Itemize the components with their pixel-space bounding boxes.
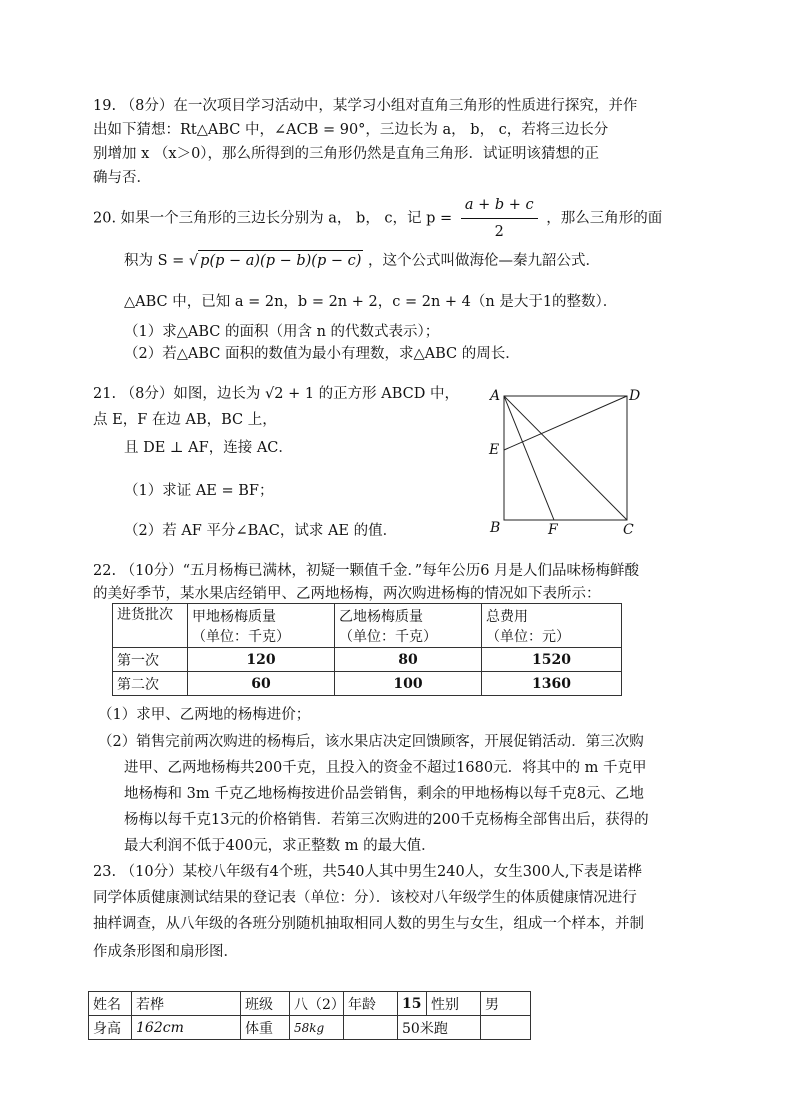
cell-height-value: 162cm xyxy=(132,1016,241,1040)
cell-empty xyxy=(344,1016,398,1040)
cell-name-label: 姓名 xyxy=(89,992,132,1016)
cell-b: 100 xyxy=(335,672,482,696)
label-c: C xyxy=(623,522,634,538)
cell-cost: 1520 xyxy=(482,648,622,672)
cell-a: 120 xyxy=(188,648,335,672)
q22-part2-line3: 地杨梅和 3m 千克乙地杨梅按进价品尝销售，剩余的甲地杨梅以每千克8元、乙地 xyxy=(124,786,644,802)
th-a-unit: （单位：千克） xyxy=(192,628,290,645)
segment-ac xyxy=(504,396,627,520)
q20-line2-a: 积为 S = xyxy=(124,253,185,269)
q22-part2-line4: 杨梅以每千克13元的价格销售．若第三次购进的200千克杨梅全部售出后，获得的 xyxy=(124,812,649,828)
q22-part1: （1）求甲、乙两地的杨梅进价； xyxy=(98,707,311,723)
th-batch: 进货批次 xyxy=(113,604,188,648)
table-row xyxy=(89,1016,531,1040)
q20-line1 xyxy=(93,192,662,245)
table-row xyxy=(89,992,531,1016)
q23-line2: 同学体质健康测试结果的登记表（单位：分）．该校对八年级学生的体质健康情况进行 xyxy=(93,890,637,906)
q23-line4: 作成条形图和扇形图． xyxy=(93,944,238,960)
q19-line2: 出如下猜想：Rt△ABC 中，∠ACB = 90°，三边长为 a， b， c，若将三边长分 xyxy=(93,122,609,138)
segment-de xyxy=(504,396,627,450)
th-cost xyxy=(482,604,622,648)
cell-50m-value xyxy=(481,1016,531,1040)
cell-weight-value: 58kg xyxy=(290,1016,344,1040)
cell-age-label: 年龄 xyxy=(344,992,398,1016)
q21-line1: 21. （8分）如图，边长为 √2 + 1 的正方形 ABCD 中， xyxy=(93,386,460,402)
square-figure xyxy=(480,384,650,540)
q20-line3: △ABC 中，已知 a = 2n，b = 2n + 2，c = 2n + 4（n 是大于1的整数）． xyxy=(124,294,618,310)
p-fraction xyxy=(461,192,538,245)
th-cost-unit: （单位：元） xyxy=(486,628,570,645)
q19-line1: 19. （8分）在一次项目学习活动中，某学习小组对直角三角形的性质进行探究，并作 xyxy=(93,98,638,114)
sqrt-symbol: √ xyxy=(188,253,199,269)
q22-part2-line1: （2）销售完前两次购进的杨梅后，该水果店决定回馈顾客，开展促销活动．第三次购 xyxy=(98,734,644,750)
q21-line3: 且 DE ⊥ AF，连接 AC． xyxy=(124,440,293,456)
q20-line2-b: ，这个公式叫做海伦—秦九韶公式． xyxy=(368,253,601,269)
p-fraction-denominator: 2 xyxy=(494,224,504,240)
student-record-table xyxy=(88,991,531,1040)
q22-part2-line2: 进甲、乙两地杨梅共200千克，且投入的资金不超过1680元．将其中的 m 千克甲 xyxy=(124,760,647,776)
cell-a: 60 xyxy=(188,672,335,696)
label-f: F xyxy=(548,522,558,538)
q20-line4: （1）求△ABC 的面积（用含 n 的代数式表示）； xyxy=(124,324,440,340)
label-e: E xyxy=(489,442,500,458)
cell-name-value: 若桦 xyxy=(132,992,241,1016)
table-row xyxy=(113,648,622,672)
cell-gender-label: 性别 xyxy=(427,992,481,1016)
cell-batch: 第一次 xyxy=(113,648,188,672)
label-b: B xyxy=(490,520,501,536)
cell-weight-label: 体重 xyxy=(241,1016,290,1040)
cell-class-label: 班级 xyxy=(241,992,290,1016)
th-a xyxy=(188,604,335,648)
q22-line1: 22. （10分）“五月杨梅已满林，初疑一颗值千金．”每年公历6 月是人们品味杨梅鲜酸 xyxy=(93,563,640,579)
label-a: A xyxy=(490,388,501,404)
segment-af xyxy=(504,396,554,520)
heron-sqrt-body: p(p − a)(p − b)(p − c) xyxy=(198,250,363,271)
q19-line4: 确与否． xyxy=(93,170,151,186)
cell-cost: 1360 xyxy=(482,672,622,696)
cell-height-label: 身高 xyxy=(89,1016,132,1040)
cell-50m-label: 50米跑 xyxy=(398,1016,481,1040)
cell-batch: 第二次 xyxy=(113,672,188,696)
th-cost-title: 总费用 xyxy=(486,608,528,625)
q20-line1-b: ，那么三角形的面 xyxy=(546,210,663,227)
cell-gender-value: 男 xyxy=(481,992,531,1016)
q21-line5: （2）若 AF 平分∠BAC，试求 AE 的值． xyxy=(124,523,398,539)
table-row xyxy=(113,672,622,696)
q21-line4: （1）求证 AE = BF； xyxy=(124,483,274,499)
cell-b: 80 xyxy=(335,648,482,672)
p-fraction-numerator: a + b + c xyxy=(461,192,538,219)
q19-line3: 别增加 x （x＞0），那么所得到的三角形仍然是直角三角形．试证明该猜想的正 xyxy=(93,146,600,162)
q23-line1: 23. （10分）某校八年级有4个班，共540人其中男生240人，女生300人,下表是诺桦 xyxy=(93,864,642,880)
th-a-title: 甲地杨梅质量 xyxy=(192,608,276,625)
th-b-unit: （单位：千克） xyxy=(339,628,437,645)
q20-line2 xyxy=(124,250,600,271)
cell-age-value: 15 xyxy=(398,992,427,1016)
q20-line5: （2）若△ABC 面积的数值为最小有理数，求△ABC 的周长． xyxy=(124,346,520,362)
th-b xyxy=(335,604,482,648)
label-d: D xyxy=(629,388,641,404)
purchase-table xyxy=(112,603,622,696)
cell-class-value: 八（2） xyxy=(290,992,344,1016)
q21-line2: 点 E，F 在边 AB，BC 上， xyxy=(93,412,277,428)
q22-line2: 的美好季节，某水果店经销甲、乙两地杨梅，两次购进杨梅的情况如下表所示： xyxy=(93,586,601,602)
table-header-row xyxy=(113,604,622,648)
q20-line1-a: 20. 如果一个三角形的三边长分别为 a， b， c，记 p = xyxy=(93,210,453,227)
q23-line3: 抽样调查，从八年级的各班分别随机抽取相同人数的男生与女生，组成一个样本，并制 xyxy=(93,916,644,932)
th-b-title: 乙地杨梅质量 xyxy=(339,608,423,625)
q22-part2-line5: 最大利润不低于400元，求正整数 m 的最大值． xyxy=(124,838,436,854)
